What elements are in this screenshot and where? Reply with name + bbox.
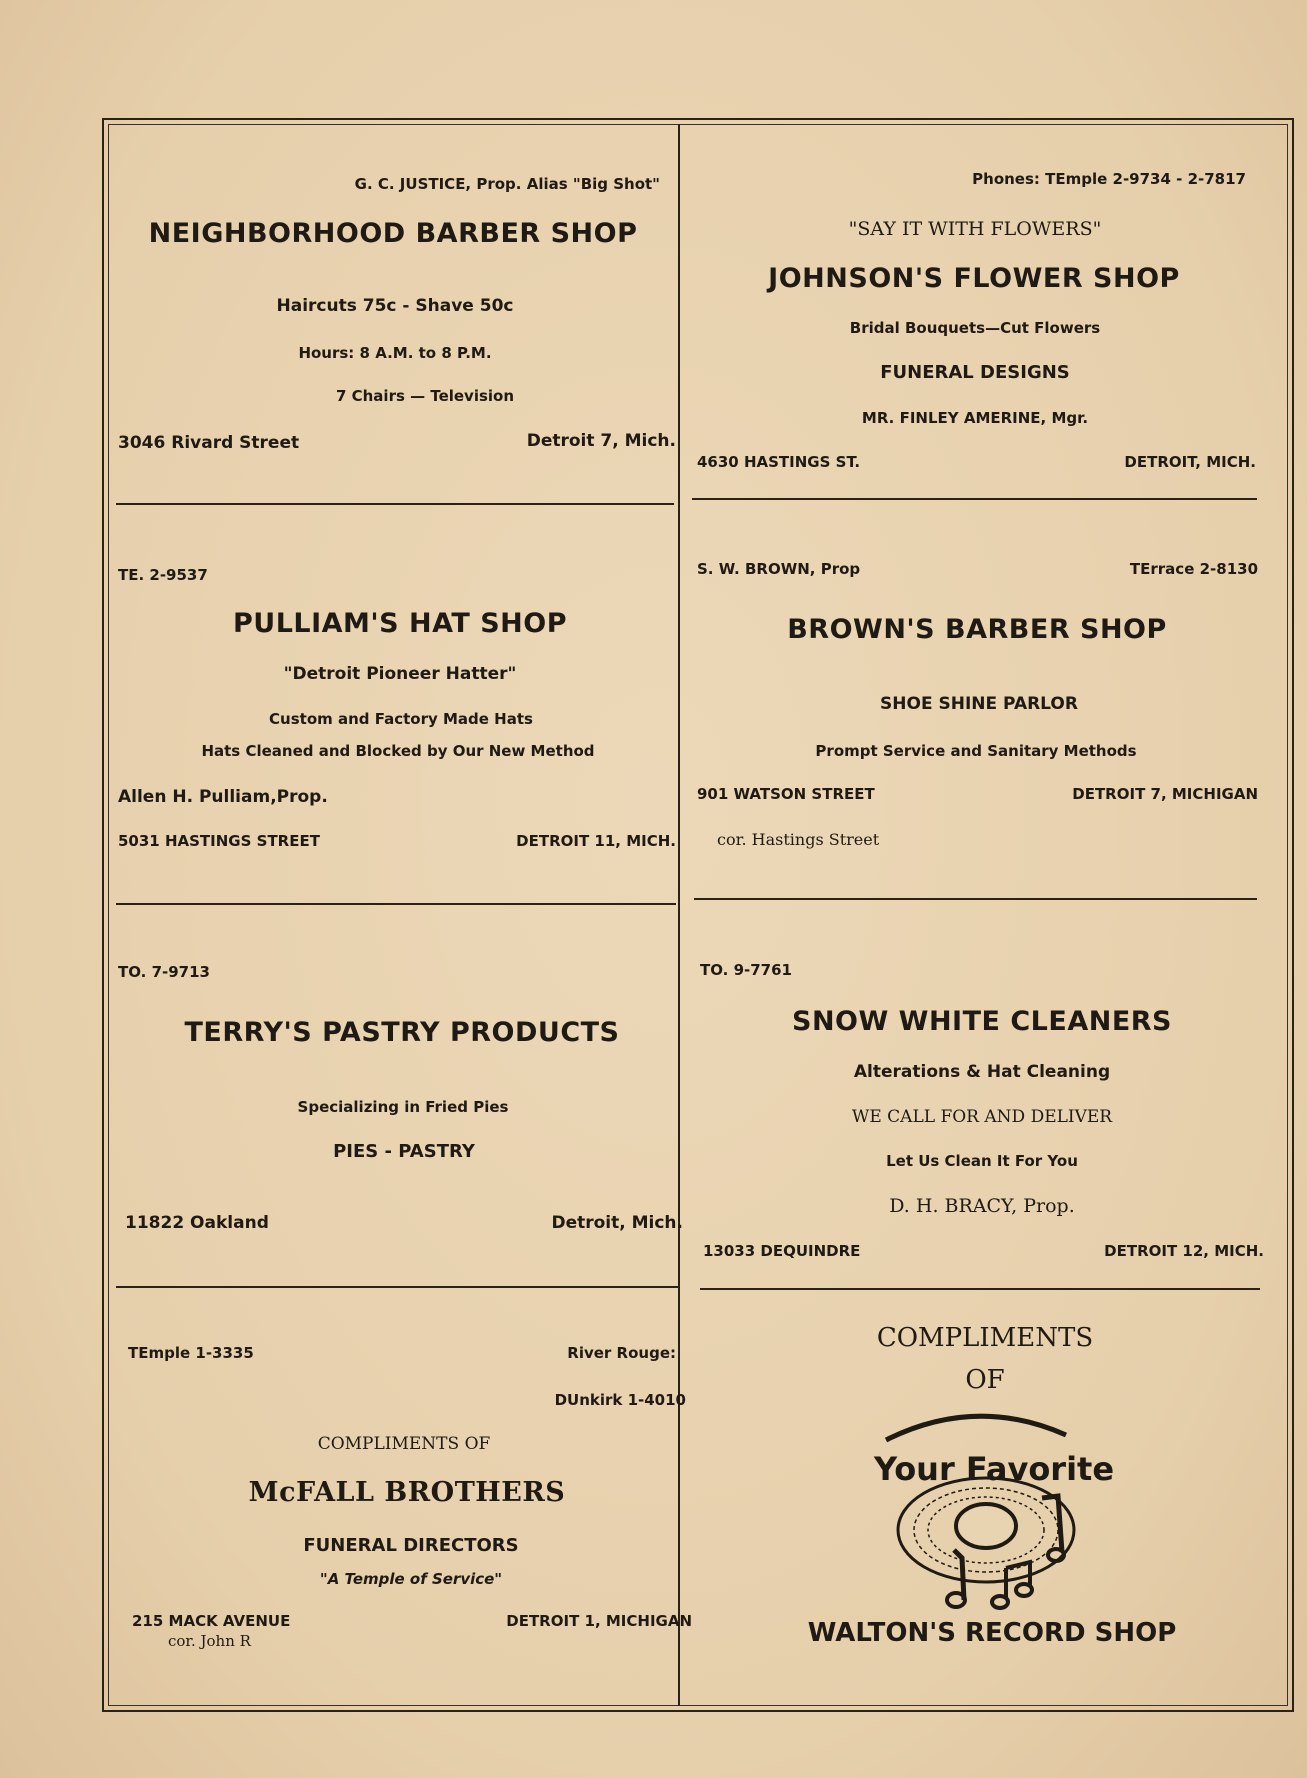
ad-name: BROWN'S BARBER SHOP [787, 614, 1167, 645]
ad-line2: WE CALL FOR AND DELIVER [851, 1107, 1113, 1127]
ad-phone2: DUnkirk 1-4010 [554, 1391, 686, 1409]
ad-line2: FUNERAL DESIGNS [880, 362, 1070, 383]
ad-compliments: COMPLIMENTS [876, 1323, 1094, 1353]
ad-name: SNOW WHITE CLEANERS [792, 1006, 1172, 1037]
ad-address: 4630 HASTINGS ST. [697, 453, 861, 471]
ad-name: McFALL BROTHERS [248, 1477, 566, 1508]
ad-name: NEIGHBORHOOD BARBER SHOP [148, 218, 638, 249]
ad-corner: cor. John R [168, 1632, 251, 1650]
ad-manager: MR. FINLEY AMERINE, Mgr. [861, 409, 1089, 427]
ad-city: DETROIT, MICH. [1124, 453, 1256, 471]
divider-right-1 [692, 498, 1257, 500]
ad-slogan: "A Temple of Service" [319, 1570, 503, 1588]
ad-slogan: "SAY IT WITH FLOWERS" [848, 218, 1102, 240]
ad-address: 5031 HASTINGS STREET [118, 832, 320, 850]
ad-hours: Hours: 8 A.M. to 8 P.M. [298, 344, 492, 362]
ad-address: 901 WATSON STREET [697, 785, 875, 803]
ad-phones: Phones: TEmple 2-9734 - 2-7817 [972, 170, 1246, 188]
logo-text: Your Favorite [873, 1450, 1115, 1488]
ad-city: DETROIT 12, MICH. [1104, 1242, 1264, 1260]
ad-line2: Hats Cleaned and Blocked by Our New Method [201, 742, 595, 760]
ad-line1: Alterations & Hat Cleaning [853, 1062, 1111, 1082]
ad-phone: TErrace 2-8130 [1129, 560, 1258, 578]
ad-city: DETROIT 11, MICH. [516, 832, 676, 850]
ad-address: 3046 Rivard Street [118, 433, 300, 453]
ad-corner: cor. Hastings Street [717, 830, 880, 849]
divider-left-2 [116, 903, 676, 905]
ad-compliments: COMPLIMENTS OF [317, 1434, 491, 1454]
ad-prices: Haircuts 75c - Shave 50c [276, 296, 514, 316]
ad-of: OF [965, 1365, 1005, 1395]
ad-address: 11822 Oakland [125, 1213, 269, 1233]
ad-phone: TO. 9-7761 [700, 961, 792, 979]
ad-line2: Prompt Service and Sanitary Methods [815, 742, 1137, 760]
ad-city: DETROIT 7, MICHIGAN [1072, 785, 1258, 803]
ad-phone: TE. 2-9537 [118, 566, 208, 584]
ad-line3: Let Us Clean It For You [886, 1152, 1078, 1170]
ad-city: DETROIT 1, MICHIGAN [506, 1612, 692, 1630]
ad-line1: Bridal Bouquets—Cut Flowers [849, 319, 1101, 337]
ad-phone: TEmple 1-3335 [128, 1344, 254, 1362]
ad-name: WALTON'S RECORD SHOP [807, 1618, 1177, 1648]
column-divider [678, 124, 680, 1706]
ad-line1: Custom and Factory Made Hats [269, 710, 533, 728]
ad-name: TERRY'S PASTRY PRODUCTS [184, 1017, 620, 1048]
ad-phone: TO. 7-9713 [118, 963, 210, 981]
divider-left-1 [116, 503, 674, 505]
ad-line1: Specializing in Fried Pies [297, 1098, 509, 1116]
ad-line1: FUNERAL DIRECTORS [303, 1535, 519, 1556]
ad-prop: D. H. BRACY, Prop. [889, 1195, 1075, 1217]
record-logo-icon [866, 1400, 1116, 1620]
ad-name: PULLIAM'S HAT SHOP [232, 608, 568, 639]
ad-phone2-label: River Rouge: [567, 1344, 676, 1362]
ad-line1: SHOE SHINE PARLOR [880, 694, 1078, 714]
ad-slogan: "Detroit Pioneer Hatter" [283, 664, 517, 684]
ad-prop: Allen H. Pulliam,Prop. [118, 787, 328, 807]
ad-features: 7 Chairs — Television [335, 387, 515, 405]
divider-left-3 [116, 1286, 680, 1288]
ad-city: Detroit 7, Mich. [526, 431, 676, 451]
divider-right-3 [700, 1288, 1260, 1290]
ad-prop: S. W. BROWN, Prop [697, 560, 861, 578]
ad-line2: PIES - PASTRY [333, 1141, 475, 1162]
ad-prop: G. C. JUSTICE, Prop. Alias "Big Shot" [354, 175, 660, 193]
divider-right-2 [694, 898, 1257, 900]
ad-name: JOHNSON'S FLOWER SHOP [768, 263, 1180, 294]
ad-city: Detroit, Mich. [551, 1213, 683, 1233]
ad-address: 13033 DEQUINDRE [703, 1242, 861, 1260]
ad-address: 215 MACK AVENUE [132, 1612, 291, 1630]
